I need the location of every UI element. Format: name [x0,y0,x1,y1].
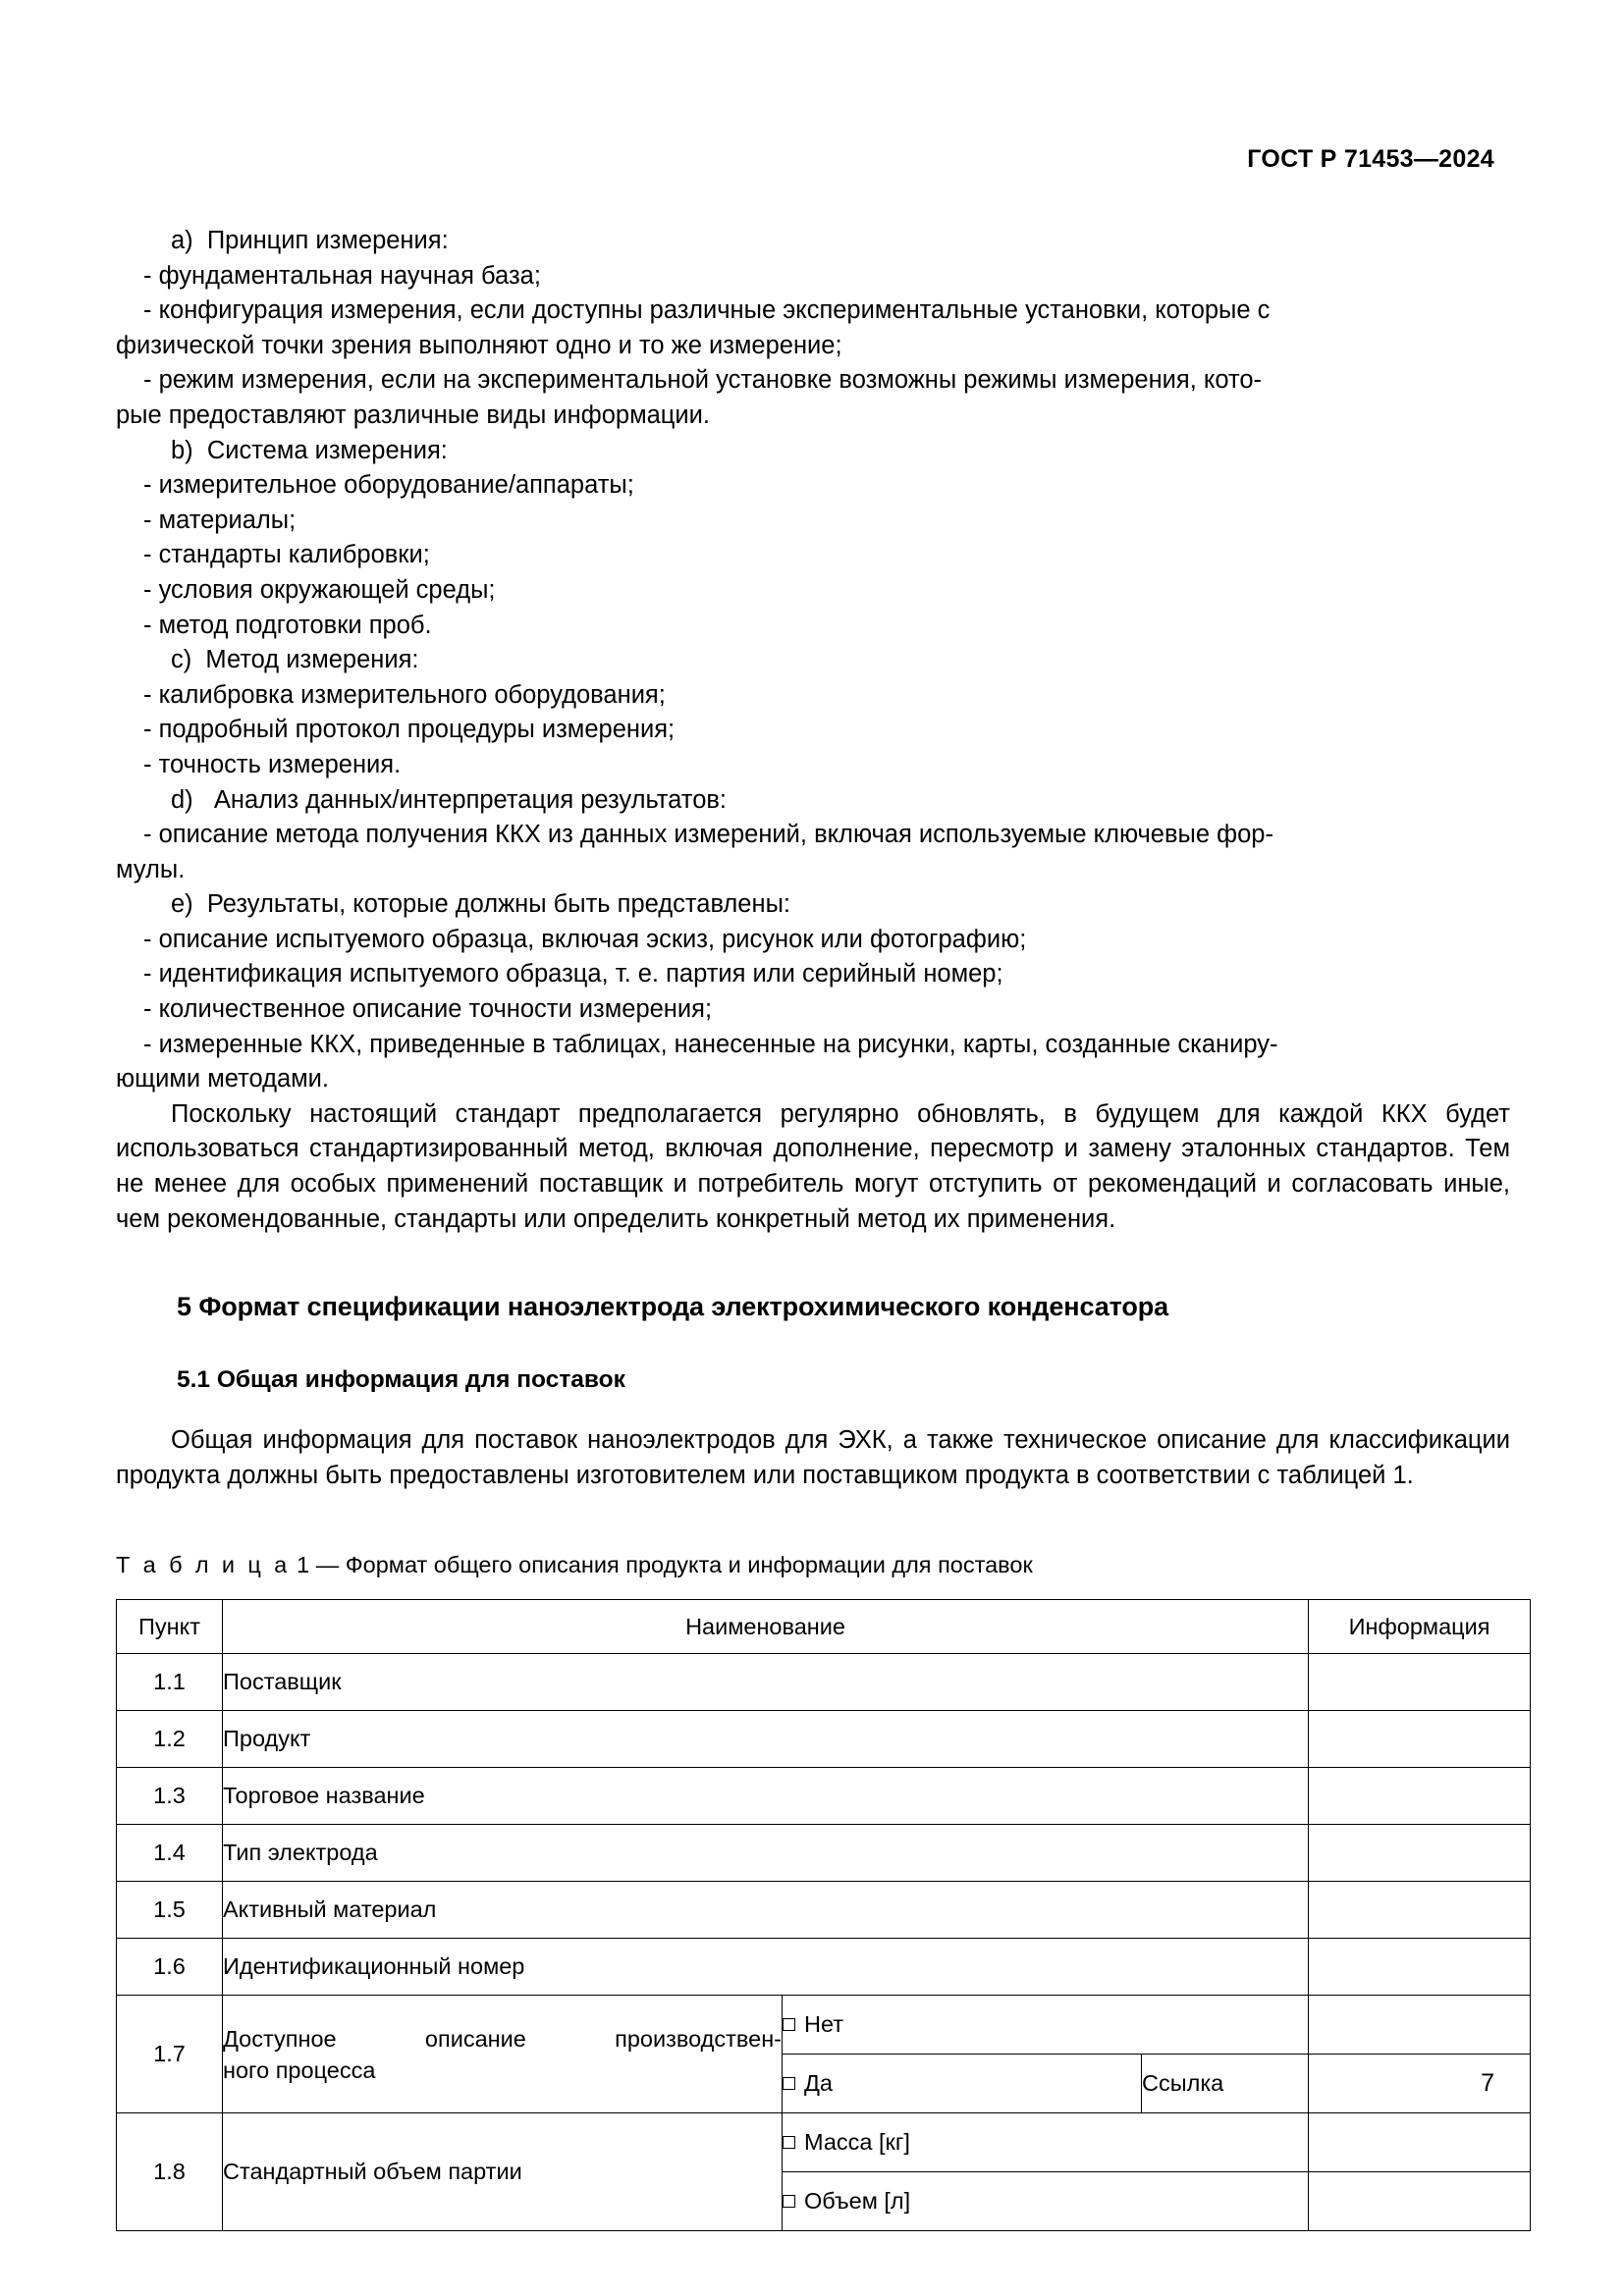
cell-item-number: 1.5 [117,1882,223,1939]
page-number: 7 [1481,2069,1494,2097]
list-item: - фундаментальная научная база; [143,261,541,290]
cell-item-number: 1.7 [117,1996,223,2113]
list-item: - измеренные ККХ, приведенные в таблицах, нанесенные на рисунки, карты, созданные сканиру- [143,1030,1278,1058]
list-item-b: b) Система измерения: [171,436,448,464]
option-mass[interactable] [783,2113,1309,2172]
table-row [117,1711,1531,1768]
option-volume-label: Объем [л] [804,2188,911,2215]
body-paragraph: Поскольку настоящий стандарт предполагается регулярно обновлять, в будущем для каждой ККХ будет использоваться стандартизированный метод, включая дополнение, пересмотр и замену эталонных стандартов. Тем не менее для особых применений поставщик и потребитель могут отступить от рекомендаций и согласовать иные, чем рекомендованные, стандарты или определить конкретный метод их применения. [116,1099,1510,1233]
cell-item-number: 1.3 [117,1768,223,1825]
cell-name [223,1996,783,2113]
cell-information[interactable] [1309,1711,1531,1768]
checkbox-icon[interactable] [783,2018,795,2031]
table-row [117,2113,1531,2172]
list-item: - подробный протокол процедуры измерения; [143,716,676,744]
spacer [116,1493,1510,1550]
cell-name: Идентификационный номер [223,1939,1309,1996]
list-item-c: c) Метод измерения: [171,646,419,674]
cell-information[interactable] [1309,1882,1531,1939]
cell-name: Торговое название [223,1768,1309,1825]
table-caption-text: 1 — Формат общего описания продукта и информации для поставок [297,1552,1033,1578]
list-item-e: e) Результаты, которые должны быть представлены: [171,890,790,919]
cell-item-number: 1.6 [117,1939,223,1996]
list-item: - метод подготовки проб. [143,611,432,639]
cell-information[interactable] [1309,1825,1531,1882]
cell-item-number: 1.8 [117,2113,223,2231]
column-header-info: Информация [1309,1600,1531,1654]
cell-name-line-1: Доступное описание производствен- [223,2025,782,2052]
list-item: - количественное описание точности измерения; [143,995,713,1024]
reference-label: Ссылка [1142,2055,1309,2113]
column-header-item: Пункт [117,1600,223,1654]
cell-information[interactable] [1309,1996,1531,2055]
cell-information[interactable] [1309,1768,1531,1825]
list-item: - конфигурация измерения, если доступны различные экспериментальные установки, которые с [143,296,1271,325]
list-item: - стандарты калибровки; [143,541,430,569]
cell-information[interactable] [1309,2055,1531,2113]
list-item: - калибровка измерительного оборудования; [143,680,666,709]
cell-name: Стандартный объем партии [223,2113,783,2231]
cell-item-number: 1.1 [117,1654,223,1711]
product-specification-table [116,1599,1531,2231]
table-row [117,1825,1531,1882]
option-mass-label: Масса [кг] [804,2129,910,2156]
checkbox-icon[interactable] [783,2077,795,2090]
list-item-continuation: ющими методами. [116,1065,330,1094]
cell-item-number: 1.4 [117,1825,223,1882]
list-item-continuation: рые предоставляют различные виды информации. [116,400,710,429]
table-row [117,1939,1531,1996]
cell-name: Активный материал [223,1882,1309,1939]
option-no[interactable] [783,1996,1309,2055]
cell-name: Продукт [223,1711,1309,1768]
subsection-heading-5-1: 5.1 Общая информация для поставок [177,1366,625,1394]
option-volume[interactable] [783,2172,1309,2231]
list-item-d: d) Анализ данных/интерпретация результатов: [171,785,728,814]
list-item: - описание метода получения ККХ из данных измерений, включая используемые ключевые фор- [143,821,1273,849]
table-caption [116,1550,1510,1579]
subsection-paragraph: Общая информация для поставок наноэлектродов для ЭХК, а также техническое описание для классификации продукта должны быть предоставлены изготовителем или поставщиком продукта в соответствии с таблицей 1. [116,1426,1510,1489]
list-item: - точность измерения. [143,750,402,778]
list-item: - материалы; [143,506,297,534]
table-header-row [117,1600,1531,1654]
table-caption-label: Т а б л и ц а [116,1552,291,1578]
spacer [116,1579,1510,1599]
cell-name: Поставщик [223,1654,1309,1711]
list-item: - режим измерения, если на экспериментальной установке возможны режимы измерения, кото- [143,366,1263,395]
section-heading-5: 5 Формат спецификации наноэлектрода электрохимического конденсатора [177,1292,1169,1322]
cell-information[interactable] [1309,2172,1531,2231]
table-row [117,1654,1531,1711]
list-item-a: a) Принцип измерения: [171,227,449,254]
list-item: - измерительное оборудование/аппараты; [143,471,634,500]
list-item: - описание испытуемого образца, включая эскиз, рисунок или фотографию; [143,925,1027,953]
list-item: - идентификация испытуемого образца, т. е. партия или серийный номер; [143,960,1003,988]
cell-information[interactable] [1309,2113,1531,2172]
option-yes[interactable] [783,2055,1142,2113]
cell-information[interactable] [1309,1939,1531,1996]
list-item: - условия окружающей среды; [143,575,496,604]
checkbox-icon[interactable] [783,2195,795,2208]
table-row [117,1768,1531,1825]
cell-information[interactable] [1309,1654,1531,1711]
document-content [116,224,1510,2231]
cell-name-text [223,2023,782,2086]
table-row [117,1996,1531,2055]
spacer [116,1323,1510,1364]
spacer [116,1396,1510,1423]
option-no-label: Нет [804,2011,844,2038]
cell-name-line-2: ного процесса [223,2056,376,2083]
checkbox-icon[interactable] [783,2136,795,2149]
list-item-continuation: мулы. [116,855,186,883]
cell-item-number: 1.2 [117,1711,223,1768]
table-row [117,1882,1531,1939]
spacer [116,1237,1510,1290]
list-item-continuation: физической точки зрения выполняют одно и то же измерение; [116,331,842,359]
option-yes-label: Да [804,2070,833,2097]
document-standard-header: ГОСТ Р 71453—2024 [1247,145,1494,173]
cell-name: Тип электрода [223,1825,1309,1882]
column-header-name: Наименование [223,1600,1309,1654]
